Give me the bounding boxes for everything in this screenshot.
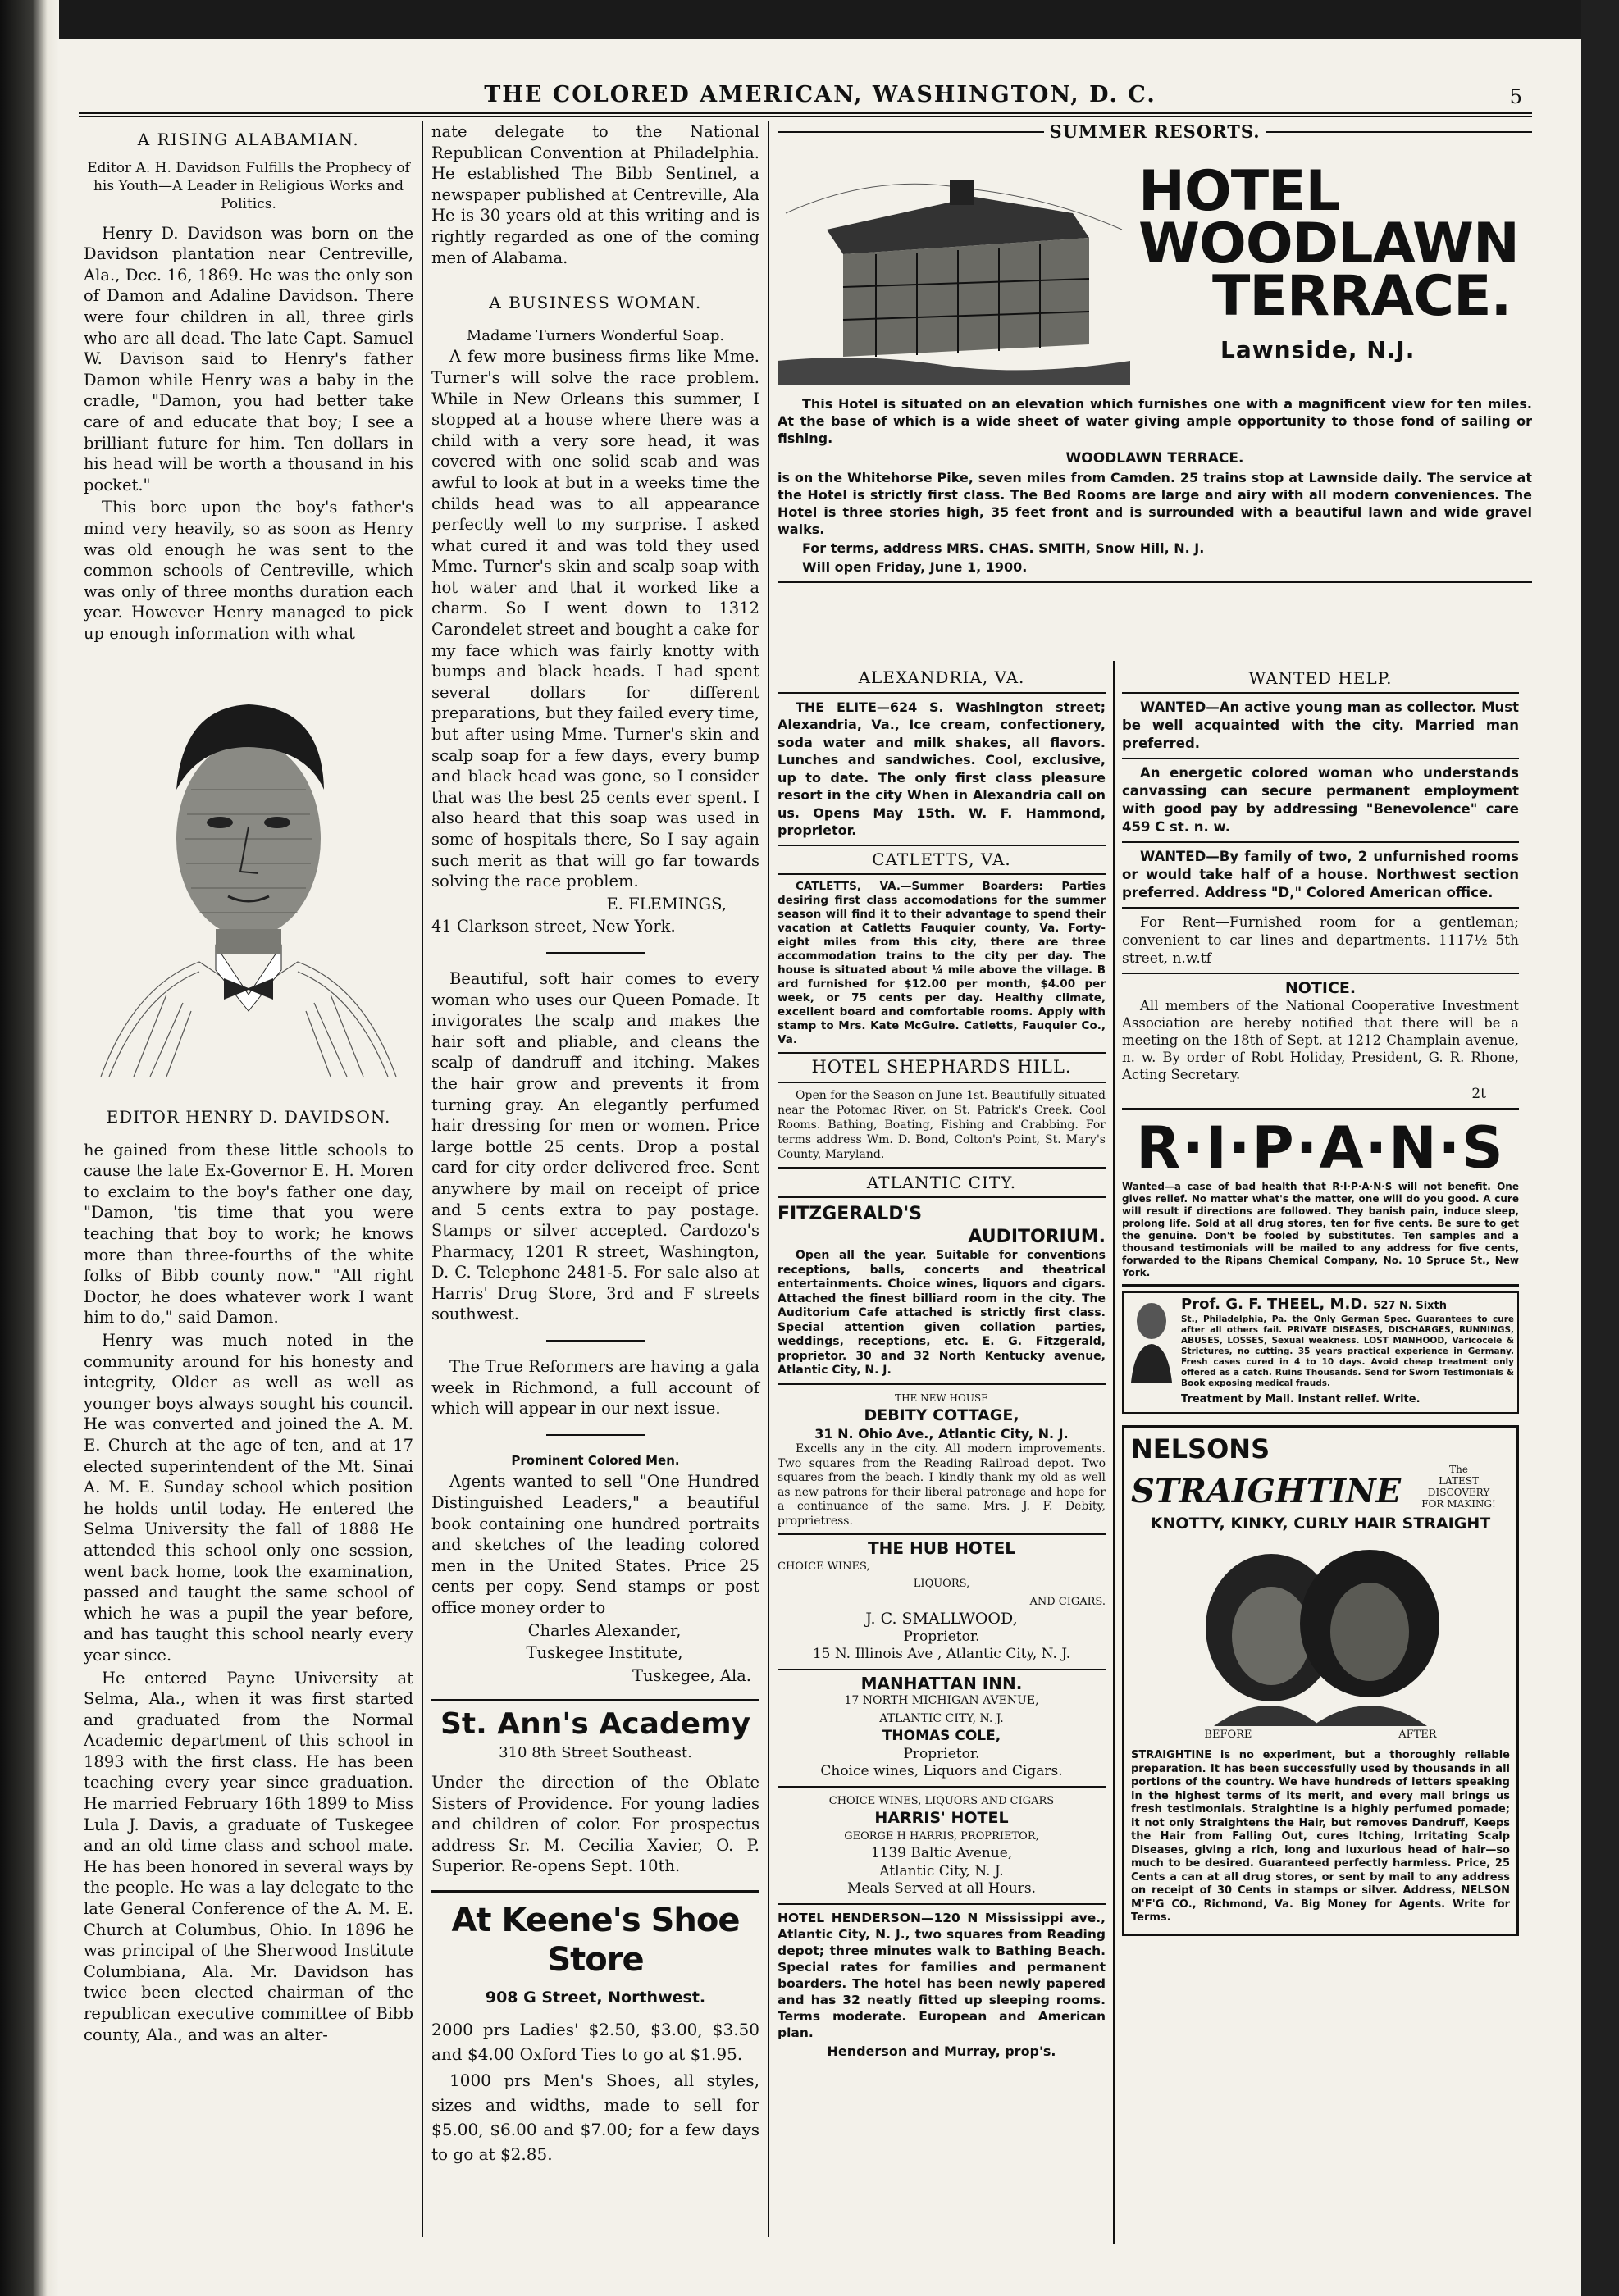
divider — [778, 1533, 1106, 1535]
nelsons-title: NELSONS — [1131, 1433, 1270, 1465]
divider — [546, 1434, 645, 1436]
notice-text: All members of the National Cooperative Investment Association are hereby notified that there will be a meeting on the 18th of Sept. at 1212 Champlain avenue, n. w. By order of Robt Holiday, President, G. R. Rhone, Acting Secretary. — [1122, 998, 1519, 1082]
shephards-ad: Open for the Season on June 1st. Beautifully situated near the Potomac River, on St. Patrick's Creek. Cool Rooms. Bathing, Boating, Fishing and Crabbing. For terms address Wm. D. Bond, Colton's Point, St. Mary's County, Maryland. — [778, 1088, 1106, 1161]
manhattan-title: MANHATTAN INN. — [860, 1673, 1023, 1693]
hotel-name-line: WOODLAWN — [1138, 211, 1519, 276]
divider — [1122, 973, 1519, 974]
fitzgerald-ad: Open all the year. Suitable for conventions receptions, balls, concerts and theatrical entertainments. Choice wines, liquors and cigars. Attached the finest billiard room in the city. The Auditorium Cafe attached is strictly first class. Special attention given collation parties, weddings, receptions, etc. E. G. Fitzgerald, proprietor. 30 and 32 North Kentucky avenue, Atlantic City, N. J. — [778, 1249, 1106, 1377]
manhattan-tagline: Choice wines, Liquors and Cigars. — [820, 1763, 1063, 1779]
academy-address: 310 8th Street Southeast. — [499, 1744, 692, 1762]
article-paragraph: The True Reformers are having a gala week in Richmond, a full account of which will appear in our next issue. — [431, 1357, 759, 1419]
theel-address: 527 N. Sixth — [1373, 1300, 1448, 1312]
ad-rule — [431, 1699, 759, 1702]
newspaper-page — [59, 39, 1581, 2296]
before-label: BEFORE — [1204, 1729, 1252, 1741]
signature: Charles Alexander, — [527, 1620, 682, 1640]
hub-proprietor: J. C. SMALLWOOD, — [865, 1610, 1018, 1628]
divider — [778, 1383, 1106, 1385]
divider — [778, 1167, 1106, 1169]
theel-text: St., Philadelphia, Pa. the Only German Spec. Guarantees to cure after all others fail. PRIVATE DISEASES, DISCHARGES, RUNNINGS, ABUSES, LOSSES, Sexual weakness. LOST MANHOOD, Varicocele & Strictures, no cutting. 35 years practical experience in Germany. Fresh cases cured in 4 to 10 days. Avoid cheap treatment only offered as a catch. Ruins Thousands. Send for Sworn Testimonials & Book exposing medical frauds. — [1181, 1314, 1514, 1388]
manhattan-proprietor-label: Proprietor. — [903, 1745, 980, 1762]
fitzgerald-title: AUDITORIUM. — [968, 1227, 1106, 1247]
hub-line: LIQUORS, — [913, 1578, 970, 1590]
banner-row — [778, 121, 1532, 143]
divider — [778, 1196, 1106, 1198]
signature: Tuskegee, Ala. — [632, 1665, 751, 1685]
book-spine — [0, 0, 59, 2296]
hotel-description: This Hotel is situated on an elevation which furnishes one with a magnificent view for ten miles. At the base of which is a wide sheet of water giving ample opportunity to those fond of sailing or fishing. — [778, 395, 1532, 446]
woodlawn-terms: For terms, address MRS. CHAS. SMITH, Snow Hill, N. J. — [802, 540, 1205, 557]
wanted-ad: WANTED—An active young man as collector. Must be well acquainted with the city. Married man preferred. — [1122, 699, 1519, 751]
ripans-title: R·I·P·A·N·S — [1136, 1114, 1505, 1182]
article-paragraph: He entered Payne University at Selma, Ala., when it was first started and graduated from the Normal Academic department of this school in 1893 with the first class. He has been teaching every year since graduation. He married February 16th 1899 to Miss Lula J. Davis, a graduate of Tuskegee and an old time class and school mate. He has been honored in several ways by the people. He was a lay delegate to the late General Conference of the A. M. E. Church at Columbus, Ohio. In 1896 he was principal of the Sherwood Institute Columbiana, Ala. Mr. Davidson has twice been elected chairman of the republican executive committee of Bibb county, Ala., and was an alter- — [84, 1668, 413, 2044]
ripans-ad: Wanted—a case of bad health that R·I·P·A·N·S will not benefit. One gives relief. No matter what's the matter, one will do you good. A cure will result if directions are followed. They banish pain, induce sleep, prolong life. Sold at all drug stores, ten for five cents. Be sure to get the genuine. Don't be fooled by substitutes. Ten samples and a thousand testimonials will be mailed to any address for five cents, forwarded to the Ripans Chemical Company, No. 10 Spruce St., New York. — [1122, 1181, 1519, 1278]
masthead: THE COLORED AMERICAN, WASHINGTON, D. C. — [484, 82, 1156, 107]
shoe-offer: 1000 prs Men's Shoes, all styles, sizes and widths, made to sell for $5.00, $6.00 and $7.00; for a few days to go at $2.85. — [431, 2070, 759, 2164]
elite-ad: THE ELITE—624 S. Washington street; Alexandria, Va., Ice cream, confectionery, soda water and milk shakes, all flavors. Lunches and sandwiches. Cool, exclusive, up to date. The only first class pleasure resort in the city When in Alexandria call on us. Opens May 15th. W. F. Hammond, proprietor. — [778, 699, 1106, 838]
straightine-logo: STRAIGHTINE — [1131, 1472, 1402, 1510]
ad-rule — [431, 1890, 759, 1893]
wanted-ad: WANTED—By family of two, 2 unfurnished rooms or would take half of a house. Northwest section preferred. Address "D," Colored American office. — [1122, 849, 1519, 900]
hotel-location: Lawnside, N.J. — [1220, 335, 1416, 363]
column-rule — [422, 121, 423, 2237]
notice-mark: 2t — [1471, 1086, 1486, 1102]
shoe-offer: 2000 prs Ladies' $2.50, $3.00, $3.50 and $4.00 Oxford Ties to go at $1.95. — [431, 2019, 759, 2064]
hotel-name — [1138, 158, 1519, 329]
portrait-engraving — [84, 650, 413, 1093]
section-title: CATLETTS, VA. — [872, 849, 1011, 869]
theel-tail: Treatment by Mail. Instant relief. Write. — [1181, 1393, 1421, 1405]
divider — [1122, 1108, 1519, 1110]
banner-title: SUMMER RESORTS. — [1049, 121, 1261, 142]
debity-pretitle: THE NEW HOUSE — [895, 1392, 988, 1404]
harris-pretitle: CHOICE WINES, LIQUORS AND CIGARS — [828, 1794, 1055, 1807]
nelsons-tagline: LATEST DISCOVERY — [1427, 1475, 1490, 1498]
harris-title: HARRIS' HOTEL — [874, 1809, 1009, 1827]
banner-rule — [778, 131, 1044, 133]
academy-title: St. Ann's Academy — [440, 1707, 751, 1742]
manhattan-city: ATLANTIC CITY, N. J. — [879, 1711, 1004, 1725]
section-title: ATLANTIC CITY. — [866, 1172, 1017, 1192]
hub-line: AND CIGARS. — [1029, 1595, 1106, 1608]
column-3 — [778, 664, 1106, 2060]
theel-title — [1181, 1296, 1514, 1314]
column-2 — [431, 121, 759, 2168]
masthead-rule-thin — [79, 116, 1532, 117]
summer-resorts — [778, 121, 1532, 588]
divider — [1122, 841, 1519, 843]
theel-name: Prof. G. F. THEEL, M.D. — [1181, 1296, 1369, 1313]
hotel-ad — [778, 149, 1532, 395]
debity-address: 31 N. Ohio Ave., Atlantic City, N. J. — [814, 1425, 1069, 1442]
nelsons-subtitle: KNOTTY, KINKY, CURLY HAIR STRAIGHT — [1150, 1515, 1491, 1533]
signature-address: 41 Clarkson street, New York. — [431, 917, 676, 936]
column-rule — [1113, 661, 1115, 2244]
section-title: WANTED HELP. — [1248, 668, 1393, 688]
manhattan-address: 17 NORTH MICHIGAN AVENUE, — [844, 1694, 1039, 1707]
article-paragraph: nate delegate to the National Republican Convention at Philadelphia. He established The Bibb Sentinel, a newspaper published at Centreville, Ala He is 30 years old at this writing and is rightly regarded as one of the coming men of Alabama. — [431, 122, 759, 267]
hub-title: THE HUB HOTEL — [868, 1538, 1015, 1558]
harris-proprietor: GEORGE H HARRIS, PROPRIETOR, — [844, 1829, 1039, 1843]
banner-rule — [1266, 131, 1532, 133]
catletts-ad: CATLETTS, VA.—Summer Boarders: Parties desiring first class accomodations for the summer season will find it to their advantage to spend their vacation at Catletts Fauquier county, Va. Forty-eight miles from this city, there are three accommodation trains to the city per day. The house is situated about ¼ mile above the village. B ard furnished for $12.00 per month, $4.00 per week, or 75 cents per day. Healthy climate, excellent board and comfortable rooms. Apply with stamp to Mrs. Kate McGuire. Catletts, Fauquier Co., Va. — [778, 880, 1106, 1046]
column-rule — [768, 121, 769, 2237]
henderson-signature: Henderson and Murray, prop's. — [827, 2043, 1056, 2059]
divider — [778, 692, 1106, 694]
doctor-portrait — [1127, 1296, 1176, 1387]
portrait-caption: EDITOR HENRY D. DAVIDSON. — [106, 1107, 391, 1128]
notice-title: NOTICE. — [1284, 979, 1357, 997]
column-4 — [1122, 664, 1519, 1936]
divider — [778, 1903, 1106, 1905]
article-paragraph: This bore upon the boy's father's mind very heavily, so as soon as Henry was old enough he was sent to the common schools of Centreville, which was only of three months duration each year. However Henry managed to pick up enough information with what — [84, 498, 413, 643]
article-paragraph: Beautiful, soft hair comes to every woman who uses our Queen Pomade. It invigorates the scalp and makes the hair soft and pliable, and cleans the scalp of dandruff and itching. Makes the hair grow and prevents it from turning gray. An elegantly perfumed hair dressing for men or women. Price large bottle 25 cents. Drop a postal card for city order delivered free. Sent anywhere by mail on receipt of price and 5 cents extra to pay postage. Stamps or silver accepted. Cardozo's Pharmacy, 1201 R street, Washington, D. C. Telephone 2481-5. For sale also at Harris' Drug Store, 3rd and F streets southwest. — [431, 968, 759, 1324]
section-title: HOTEL SHEPHARDS HILL. — [811, 1057, 1072, 1077]
divider — [1122, 758, 1519, 759]
hotel-name-line: HOTEL — [1138, 158, 1340, 224]
divider — [1122, 692, 1519, 694]
for-rent-ad: For Rent—Furnished room for a gentleman; convenient to car lines and departments. 1117½ 5th street, n.w.tf — [1122, 914, 1519, 967]
fitzgerald-title: FITZGERALD'S — [778, 1204, 923, 1224]
after-label: AFTER — [1398, 1729, 1437, 1741]
woodlawn-text: is on the Whitehorse Pike, seven miles from Camden. 25 trains stop at Lawnside daily. The service at the Hotel is strictly first class. The Bed Rooms are large and airy with all modern conveniences. The Hotel is three stories high, 35 feet front and is surrounded with a beautiful lawn and wide gravel walks. — [778, 470, 1532, 538]
harris-meals: Meals Served at all Hours. — [847, 1880, 1036, 1897]
article-title: Prominent Colored Men. — [511, 1452, 680, 1468]
divider — [778, 1669, 1106, 1670]
page-edge — [1581, 0, 1619, 2296]
article-paragraph: Henry D. Davidson was born on the Davidson plantation near Centreville, Ala., Dec. 16, 1869. He was the only son of Damon and Adaline Davidson. There were four children in all, three girls who are all dead. The late Capt. Samuel W. Davison said to Henry's father Damon while Henry was a baby in the cradle, "Damon, you had better take care of and educate that boy; I see a brilliant future for him. Ten dollars in his head will be worth a thousand in his pocket." — [84, 223, 413, 494]
hotel-illustration — [778, 156, 1130, 385]
debity-title: DEBITY COTTAGE, — [864, 1406, 1019, 1424]
divider — [1122, 907, 1519, 909]
masthead-rule — [79, 112, 1532, 114]
divider — [778, 1082, 1106, 1083]
divider — [546, 952, 645, 954]
debity-ad: Excells any in the city. All modern improvements. Two squares from the Reading Railroad depot. Two squares from the beach. I kindly thank my old as well as new patrons for their liberal patronage and hope for a continuance of the same. Mrs. J. F. Debity, proprietress. — [778, 1442, 1106, 1528]
divider — [1122, 1284, 1519, 1287]
wanted-ad: An energetic colored woman who understands canvassing can secure permanent employment with good pay by addressing "Benevolence" care 459 C st. n. w. — [1122, 765, 1519, 835]
article-paragraph: he gained from these little schools to cause the late Ex-Governor E. H. Moren to exclaim to the boy's father one day, "Damon, 'tis time that you were teaching that boy to work; he knows more than three-fourths of the white folks of Bibb county now." "All right Doctor, he does whatever work I want him to do," said Damon. — [84, 1140, 413, 1328]
before-after-illustration — [1131, 1538, 1510, 1726]
article-paragraph: Henry was much noted in the community around for his honesty and integrity, Older as well as well as younger boys always sought his council. He was converted and joined the A. M. E. Church at the age of ten, and at 17 elected superintendent of the Mt. Sinai A. M. E. Sunday school which position he holds until today. He entered the Selma University the fall of 1888 He attended this school only one session, went back home, took the examination, passed and taught the same school of which he was a pupil the year before, and has taught this school nearly every year since. — [84, 1331, 413, 1665]
hub-address: 15 N. Illinois Ave , Atlantic City, N. J. — [812, 1646, 1071, 1662]
headline: A RISING ALABAMIAN. — [137, 130, 360, 149]
harris-city: Atlantic City, N. J. — [879, 1862, 1004, 1879]
divider — [778, 1052, 1106, 1054]
signature: E. FLEMINGS, — [606, 894, 727, 913]
hotel-name-line: TERRACE. — [1212, 263, 1512, 329]
divider — [778, 845, 1106, 846]
shoe-store-address: 908 G Street, Northwest. — [485, 1988, 706, 2007]
section-rule — [778, 581, 1532, 583]
henderson-ad: HOTEL HENDERSON—120 N Mississippi ave., Atlantic City, N. J., two squares from Reading depot; three minutes walk to Bathing Beach. Special rates for families and permanent boarders. The hotel has been newly papered and has 32 neatly fitted up sleeping rooms. Terms moderate. European and American plan. — [778, 1910, 1106, 2040]
manhattan-proprietor: THOMAS COLE, — [882, 1728, 1001, 1744]
theel-ad — [1122, 1292, 1519, 1414]
article-paragraph: Agents wanted to sell "One Hundred Distinguished Leaders," a beautiful book containing one hundred portraits and sketches of the leading colored men in the United States. Price 25 cents per copy. Send stamps or post office money order to — [431, 1472, 759, 1617]
signature: Tuskegee Institute, — [526, 1643, 683, 1663]
divider — [778, 1786, 1106, 1788]
nelsons-ad — [1122, 1425, 1519, 1936]
page-number: 5 — [1509, 85, 1522, 108]
divider — [546, 1340, 645, 1342]
divider — [778, 873, 1106, 875]
article-title: Madame Turners Wonderful Soap. — [466, 326, 725, 344]
academy-text: Under the direction of the Oblate Sisters of Providence. For young ladies and children of color. For prospectus address Sr. M. Cecilia Xavier, O. P. Superior. Re-opens Sept. 10th. — [431, 1772, 759, 1876]
hub-proprietor-label: Proprietor. — [903, 1628, 980, 1645]
column-1 — [84, 125, 413, 2047]
woodlawn-opening: Will open Friday, June 1, 1900. — [802, 559, 1028, 576]
nelsons-tagline: FOR MAKING! — [1421, 1498, 1496, 1510]
harris-address: 1139 Baltic Avenue, — [870, 1845, 1013, 1861]
shoe-store-title: At Keene's Shoe Store — [451, 1901, 740, 1979]
section-title: A BUSINESS WOMAN. — [489, 293, 702, 313]
subheadline: Editor A. H. Davidson Fulfills the Prophecy of his Youth—A Leader in Religious Works and Politics. — [87, 159, 410, 212]
hub-line: CHOICE WINES, — [778, 1560, 870, 1573]
article-paragraph: A few more business firms like Mme. Turner's will solve the race problem. While in New Orleans this summer, I stopped at a house where there was a child with a very sore head, it was covered with one solid scab and was awful to look at but in a weeks time the childs head was to all appearance perfectly well to my surprise. I asked what cured it and was told they used Mme. Turner's skin and scalp soap with hot water and that it worked like a charm. So I went down to 1312 Carondelet street and bought a cake for my face which was fairly knotty with bumps and black heads. I had spent several dollars for different preparations, but they failed every time, but after using Mme. Turner's skin and scalp soap for a few days, every bump and black head was gone, so I consider that was the best 25 cents ever spent. I also heard that this soap was used in some of hospitals there, So I say again such merit as that will go far towards solving the race problem. — [431, 347, 759, 891]
section-title: ALEXANDRIA, VA. — [858, 667, 1025, 687]
nelsons-text: STRAIGHTINE is no experiment, but a thoroughly reliable preparation. It has been successfully used by thousands in all portions of the country. We have hundreds of letters speaking in the highest terms of its merit, and every mail brings us fresh testimonials. Straightine is a highly perfumed pomade; it not only Straightens the Hair, but removes Dandruff, Keeps the Hair from Falling Out, cures Itching, Irritating Scalp Diseases, giving a rich, long and luxurious head of hair—so much to be desired. Guaranteed perfectly harmless. Price, 25 Cents a can at all drug stores, or sent by mail to any address on receipt of 30 Cents in stamps or silver. Address, NELSON M'F'G CO., Richmond, Va. Big Money for Agents. Write for Terms. — [1131, 1749, 1510, 1924]
nelsons-tagline: The — [1449, 1464, 1468, 1475]
woodlawn-heading: WOODLAWN TERRACE. — [1065, 449, 1244, 467]
